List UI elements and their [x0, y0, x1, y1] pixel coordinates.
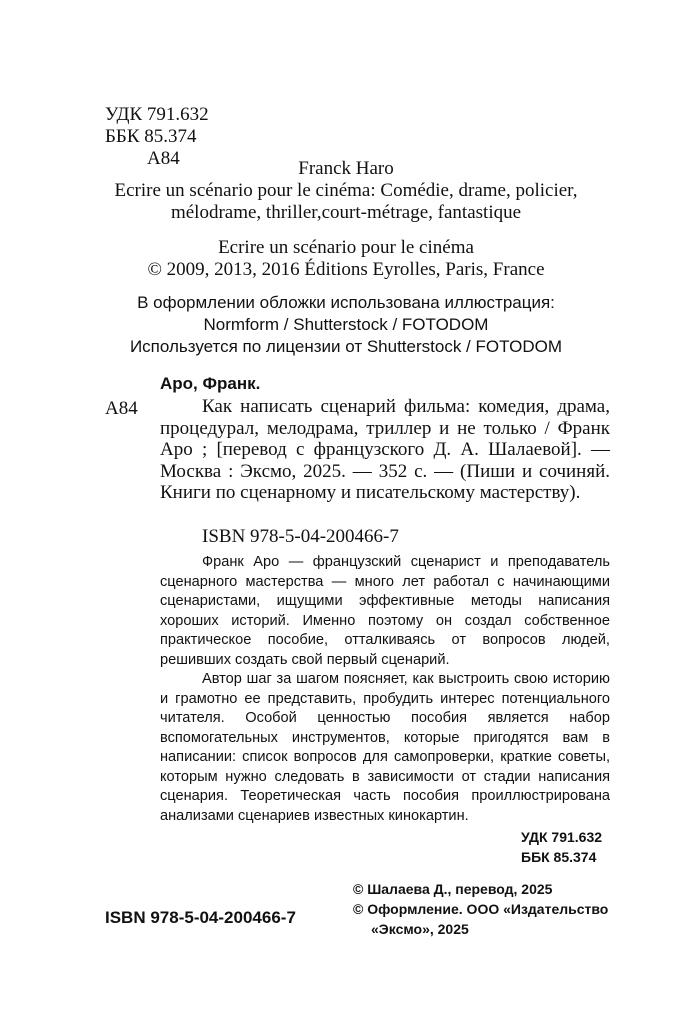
udk-code: УДК 791.632 [105, 104, 209, 125]
record-isbn: ISBN 978-5-04-200466-7 [202, 526, 399, 547]
copyright-block [353, 879, 608, 939]
original-copyright: © 2009, 2013, 2016 Éditions Eyrolles, Paris, France [147, 259, 545, 280]
bbk-code-bottom: ББК 85.374 [521, 849, 597, 865]
original-short-title: Ecrire un scénario pour le cinéma [218, 237, 474, 258]
cover-credit [95, 292, 597, 358]
original-edition-info [100, 158, 592, 281]
classification-codes-bottom [521, 827, 602, 867]
translation-copyright: © Шалаева Д., перевод, 2025 [353, 881, 553, 897]
design-copyright-continued: «Эксмо», 2025 [371, 921, 469, 937]
author-mark: А84 [147, 148, 180, 169]
original-author: Franck Haro [298, 158, 394, 179]
cover-credit-line-1: В оформлении обложки использована иллюстрация: [137, 293, 555, 312]
record-code: А84 [105, 398, 138, 419]
udk-code-bottom: УДК 791.632 [521, 829, 603, 845]
original-title-line-2: mélodrame, thriller,court-métrage, fantastique [170, 202, 522, 223]
record-author: Аро, Франк. [160, 374, 261, 393]
cover-credit-line-3: Используется по лицензии от Shutterstock / FOTODOM [129, 337, 563, 356]
bibliographic-description: Как написать сценарий фильма: комедия, драма, процедурал, мелодрама, триллер и не только / Франк Аро ; [перевод с французского Д. А. Шалаевой]. — Москва : Эксмо, 2025. — 352 с. — (Пиши и сочиняй. Книги по сценарному и писательскому мастерству). [160, 396, 610, 503]
original-title-line-1: Ecrire un scénario pour le cinéma: Comédie, drame, policier, [114, 180, 578, 201]
design-copyright: © Оформление. ООО «Издательство [353, 901, 609, 917]
annotation [160, 553, 610, 826]
annotation-paragraph-2: Автор шаг за шагом поясняет, как выстроить свою историю и грамотно ее представить, пробудить интерес потенциального читателя. Особой ценностью пособия является набор вспомогательных инструментов, которые пригодятся вам в написании: список вопросов для самопроверки, краткие советы, которым нужно следовать в зависимости от стадии написания сценария. Теоретическая часть пособия проиллюстрирована анализами сценариев известных кинокартин. [160, 671, 610, 824]
bbk-code: ББК 85.374 [105, 126, 197, 147]
cover-credit-line-2: Normform / Shutterstock / FOTODOM [203, 315, 489, 334]
annotation-paragraph-1: Франк Аро — французский сценарист и преподаватель сценарного мастерства — много лет работал с начинающими сценаристами, ищущими эффективные методы написания хороших историй. Именно поэтому он создал собственное практическое пособие, отталкиваясь от вопросов людей, решивших создать свой первый сценарий. [160, 554, 610, 668]
footer-isbn: ISBN 978-5-04-200466-7 [105, 908, 296, 927]
